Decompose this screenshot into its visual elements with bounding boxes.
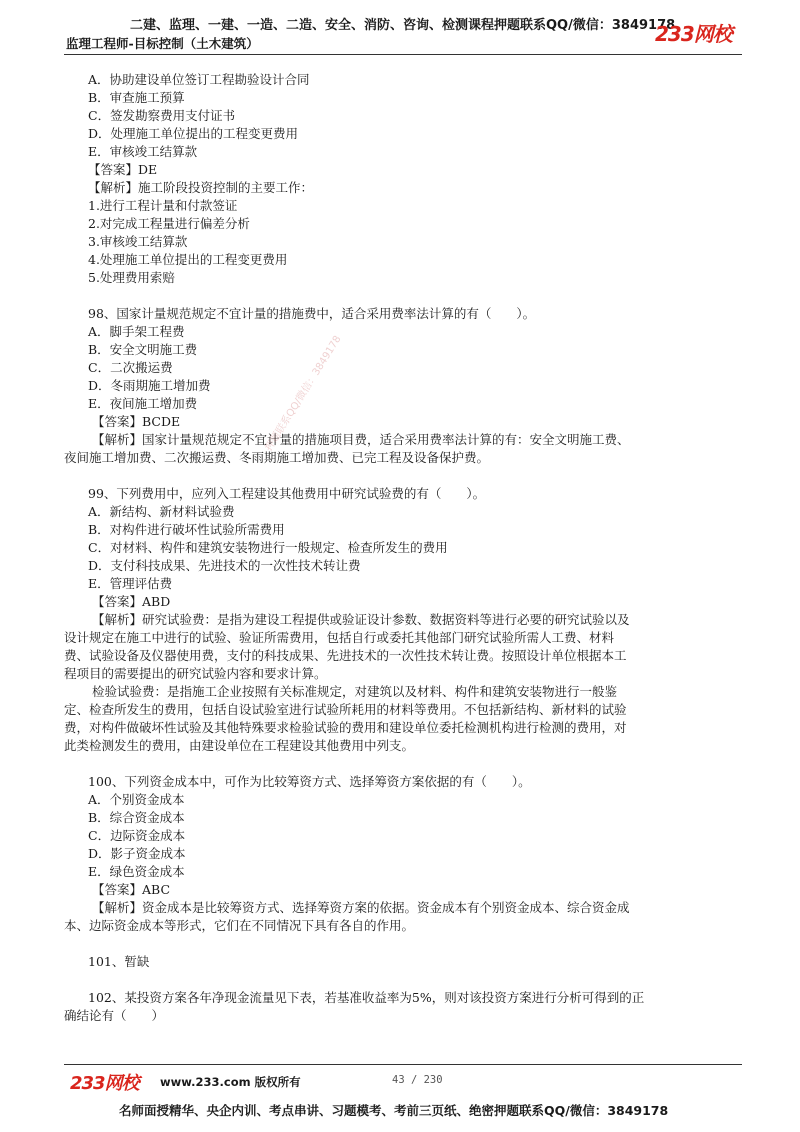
paragraph-gap [64,467,742,485]
document-subtitle: 监理工程师-目标控制（土木建筑） [66,36,259,51]
page-indicator: 43 / 230 [392,1074,443,1086]
text-line: 3.审核竣工结算款 [88,234,188,249]
footer-promo-line: 名师面授精华、央企内训、考点串讲、习题模考、考前三页纸、绝密押题联系QQ/微信：3849178 [119,1103,669,1118]
text-line: 【答案】ABD [92,594,171,609]
text-line: 程项目的需要提出的研究试验内容和要求计算。 [64,666,327,681]
text-line: C．对材料、构件和建筑安装物进行一般规定、检查所发生的费用 [88,540,448,555]
text-line: 100、下列资金成本中，可作为比较筹资方式、选择筹资方案依据的有（ ）。 [88,774,531,789]
text-line: 检验试验费：是指施工企业按照有关标准规定，对建筑以及材料、构件和建筑安装物进行一般鉴 [92,684,618,699]
text-line: B．综合资金成本 [88,810,185,825]
text-line: 设计规定在施工中进行的试验、验证所需费用，包括自行或委托其他部门研究试验所需人工费、材料 [64,630,615,645]
footer-copyright: www.233.com 版权所有 [160,1075,301,1089]
text-line: D．处理施工单位提出的工程变更费用 [88,126,299,141]
text-line: E．管理评估费 [88,576,173,591]
watermark: 押题联系QQ/微信：3849178 [263,333,344,454]
text-line: 夜间施工增加费、二次搬运费、冬雨期施工增加费、已完工程及设备保护费。 [64,450,490,465]
text-line: D．支付科技成果、先进技术的一次性技术转让费 [88,558,361,573]
text-line: B．对构件进行破坏性试验所需费用 [88,522,285,537]
text-line: 费，对构件做破坏性试验及其他特殊要求检验试验的费用和建设单位委托检测机构进行检测的费用，对 [64,720,627,735]
text-line: 1.进行工程计量和付款签证 [88,198,238,213]
text-line: C．边际资金成本 [88,828,186,843]
text-line: 【解析】资金成本是比较筹资方式、选择筹资方案的依据。资金成本有个别资金成本、综合资金成 [92,900,630,915]
text-line: 费、试验设备及仪器使用费，支付的科技成果、先进技术的一次性技术转让费。按照设计单位根据本工 [64,648,627,663]
paragraph-gap [64,755,742,773]
text-line: B．安全文明施工费 [88,342,198,357]
text-line: A．新结构、新材料试验费 [88,504,235,519]
text-line: 此类检测发生的费用，由建设单位在工程建设其他费用中列支。 [64,738,415,753]
text-line: D．冬雨期施工增加费 [88,378,211,393]
text-line: 【解析】研究试验费：是指为建设工程提供或验证设计参数、数据资料等进行必要的研究试验以及 [92,612,630,627]
footer-logo[interactable]: 233网校 [70,1073,139,1094]
text-line: E．绿色资金成本 [88,864,185,879]
text-line: D．影子资金成本 [88,846,186,861]
text-line: A．协助建设单位签订工程勘验设计合同 [88,72,310,87]
text-line: 【答案】BCDE [92,414,181,429]
text-line: 本、边际资金成本等形式，它们在不同情况下具有各自的作用。 [64,918,415,933]
text-line: 98、国家计量规范规定不宜计量的措施费中，适合采用费率法计算的有（ ）。 [88,306,536,321]
footer-divider [64,1064,742,1065]
text-line: E．审核竣工结算款 [88,144,198,159]
site-logo[interactable]: 233网校 [655,22,732,46]
paragraph-gap [64,287,742,305]
text-line: 【答案】DE [88,162,158,177]
text-line: C．签发勘察费用支付证书 [88,108,236,123]
paragraph-gap [64,935,742,953]
text-line: C．二次搬运费 [88,360,173,375]
header-promo-line: 二建、监理、一建、一造、二造、安全、消防、咨询、检测课程押题联系QQ/微信：3849178 [130,18,676,33]
text-line: 101、暂缺 [88,954,150,969]
text-line: 【解析】国家计量规范规定不宜计量的措施项目费，适合采用费率法计算的有：安全文明施工费、 [92,432,630,447]
text-line: 【答案】ABC [92,882,171,897]
text-line: 5.处理费用索赔 [88,270,175,285]
text-line: 4.处理施工单位提出的工程变更费用 [88,252,288,267]
text-line: 确结论有（ ） [64,1008,165,1023]
text-line: E．夜间施工增加费 [88,396,198,411]
text-line: 2.对完成工程量进行偏差分析 [88,216,250,231]
text-line: 定、检查所发生的费用，包括自设试验室进行试验所耗用的材料等费用。不包括新结构、新材料的试验 [64,702,627,717]
paragraph-gap [64,971,742,989]
text-line: B．审查施工预算 [88,90,185,105]
text-line: 【解析】施工阶段投资控制的主要工作： [88,180,314,195]
document-body [64,71,742,1025]
text-line: A．个别资金成本 [88,792,185,807]
text-line: A．脚手架工程费 [88,324,185,339]
header-divider [64,54,742,55]
text-line: 102、某投资方案各年净现金流量见下表，若基准收益率为5%，则对该投资方案进行分析可得到的正 [88,990,645,1005]
text-line: 99、下列费用中，应列入工程建设其他费用中研究试验费的有（ ）。 [88,486,486,501]
